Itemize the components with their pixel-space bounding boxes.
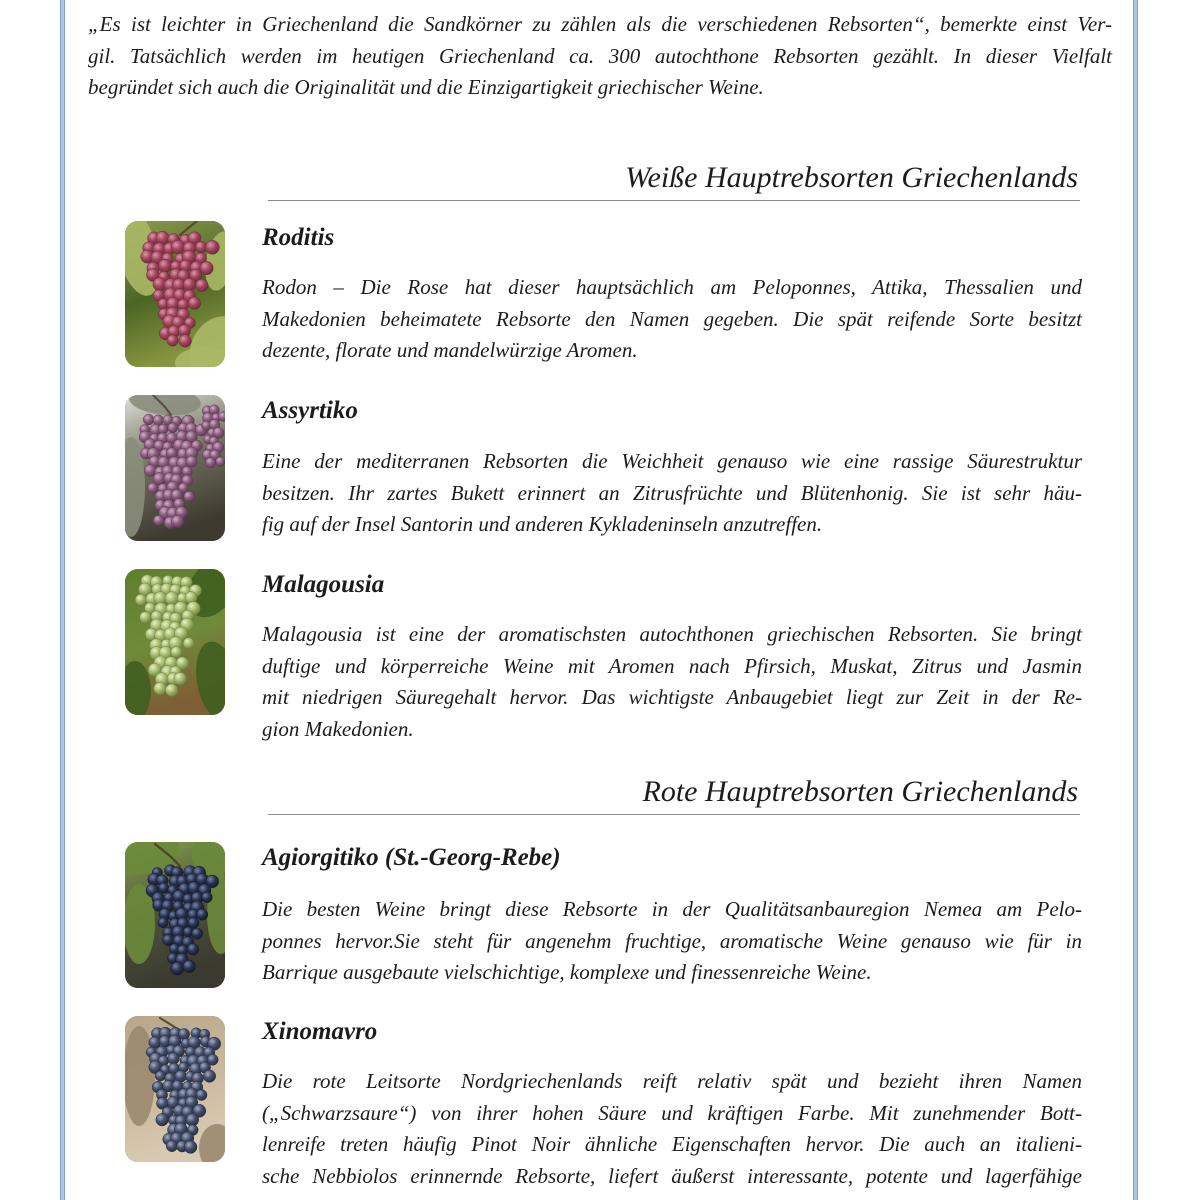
grape-berry [196,1090,207,1101]
grape-berry [188,297,201,310]
variety-name: Xinomavro [262,1018,378,1045]
description-line: Eine der mediterranen Rebsorten die Weichheit genauso wie eine rassige Säurestruktur [262,449,1082,473]
grape-berry [205,457,215,467]
intro-paragraph [88,9,1112,104]
grape-berry [171,962,184,975]
variety-name: Agiorgitiko (St.-Georg-Rebe) [262,844,561,871]
page-frame-right [1133,0,1138,1200]
description-line: („Schwarzsaure“) von ihrer hohen Säure und kräftigen Farbe. Mit zunehmender Bott- [262,1100,1082,1125]
grape-berry [167,335,178,346]
description-line: duftige und körperreiche Weine mit Aromen nach Pfirsich, Muskat, Zitrus und Jasmin [262,653,1082,678]
description-line: Die besten Weine bringt diese Rebsorte in der Qualitätsanbauregion Nemea am Pelo- [262,897,1082,921]
grape-berry [156,1113,169,1126]
grape-berry [187,943,199,955]
grape-berry [155,1071,165,1081]
grape-berry [196,279,209,292]
grape-berry [171,240,185,254]
variety-description [262,272,1082,367]
grape-berry [171,647,182,658]
description-line: sche Nebbiolos erinnernde Rebsorte, liefert äußerst interessante, potente und lagerfähige [262,1163,1082,1188]
grape-berry [202,892,213,903]
intro-line: „Es ist leichter in Griechenland die Sandkörner zu zählen als die verschiedenen Rebsorten“, bemerkte einst Ver- [88,12,1112,36]
variety-description [262,894,1082,989]
grape-berry [192,928,203,939]
description-line: fig auf der Insel Santorin und anderen Kykladeninseln anzutreffen. [262,512,823,536]
grape-berry [158,883,169,894]
grape-berry [197,909,208,920]
grape-berry [143,414,154,425]
grape-berry [183,278,196,291]
grape-cluster-image [125,221,225,367]
intro-line: gil. Tatsächlich werden im heutigen Griechenland ca. 300 autochthone Rebsorten gezählt. In dieser Vielfalt [88,43,1112,68]
heading-rule [268,814,1080,815]
grape-cluster-image [125,1016,225,1162]
description-line: ponnes hervor.Sie steht für angenehm fruchtige, aromatische Weine genauso wie für in [262,928,1082,953]
grape-berry [165,684,177,696]
grape-berry [168,423,178,433]
variety-name: Assyrtiko [262,397,358,424]
grape-berry [147,483,158,494]
variety-description [262,619,1082,745]
grape-berry [203,1070,215,1082]
grape-berry [166,1140,177,1151]
section-heading-red: Rote Hauptrebsorten Griechenlands [642,775,1078,808]
grape-berry [153,515,164,526]
description-line: dezente, florate und mandelwürzige Aromen. [262,338,638,362]
grape-berry [184,1141,197,1154]
grape-berry [154,682,166,694]
grape-cluster-image [125,569,225,715]
grape-berry [183,638,194,649]
description-line: gion Makedonien. [262,716,414,741]
description-line: lenreife treten häufig Pinot Noir ähnliche Eigenschaften hervor. Die auch an italieni- [262,1132,1082,1156]
description-line: Malagousia ist eine der aromatischsten autochthonen griechischen Rebsorten. Sie bringt [262,622,1082,646]
grape-berry [158,259,171,272]
grape-berry [158,917,168,927]
grape-berry [186,456,197,467]
grape-berry [135,594,146,605]
grape-berry [205,240,219,254]
variety-description [262,1066,1082,1192]
grape-berry [216,457,225,467]
grape-berry [200,261,213,274]
intro-line: begründet sich auch die Originalität und die Einzigartigkeit griechischer Weine. [88,75,764,99]
grape-berry [183,960,196,973]
grape-berry [174,672,186,684]
variety-name: Malagousia [262,571,385,598]
grape-berry [184,491,195,502]
roditis-photo [125,221,225,367]
description-line: besitzen. Ihr zartes Bukett erinnert an Zitrusfrüchte und Blütenhonig. Sie ist sehr häu- [262,480,1082,505]
section-heading-white: Weiße Hauptrebsorten Griechenlands [625,161,1078,194]
heading-rule [268,200,1080,201]
variety-description [262,446,1082,541]
grape-cluster-image [125,842,225,988]
grape-berry [140,612,151,623]
agiorgitiko-photo [125,842,225,988]
grape-berry [168,1053,180,1065]
description-line: Rodon – Die Rose hat dieser hauptsächlich am Peloponnes, Attika, Thessalien und [262,275,1082,299]
assyrtiko-photo [125,395,225,541]
description-line: Die rote Leitsorte Nordgriechenlands reift relativ spät und bezieht ihren Namen [262,1069,1082,1093]
grape-cluster-image [125,395,225,541]
grape-berry [171,515,183,527]
description-line: Makedonien beheimatete Rebsorte den Namen gegeben. Die spät reifende Sorte besitzt [262,306,1082,331]
xinomavro-photo [125,1016,225,1162]
grape-berry [179,335,192,348]
variety-name: Roditis [262,224,335,251]
malagousia-photo [125,569,225,715]
description-line: mit niedrigen Säuregehalt hervor. Das wichtigste Anbaugebiet liegt zur Zeit in der Re- [262,685,1082,709]
description-line: Barrique ausgebaute vielschichtige, komplexe und finessenreiche Weine. [262,960,872,984]
page-frame-left [60,0,65,1200]
